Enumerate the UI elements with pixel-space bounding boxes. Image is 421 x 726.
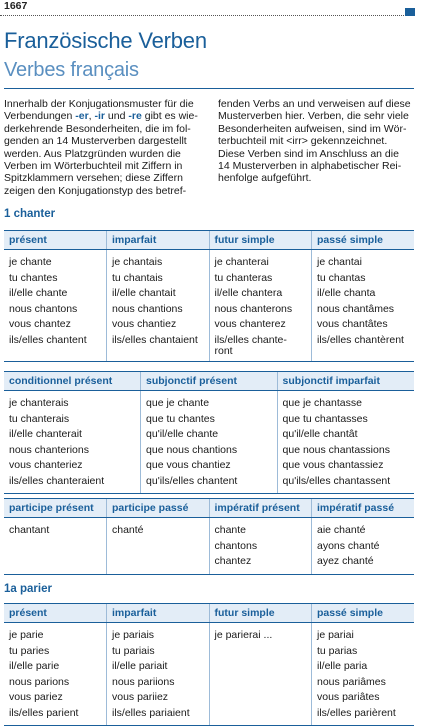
intro-text: Verbendungen — [4, 110, 76, 123]
table-cell — [312, 690, 415, 706]
table-row — [4, 474, 414, 494]
verb-form: qu'il/elle chante — [146, 428, 219, 440]
intro-text: werden. Aus Platzgründen wurden die — [4, 147, 181, 160]
verb-form: chanté — [112, 524, 144, 536]
table-cell — [107, 706, 210, 726]
verb-form: tu chantas — [317, 271, 366, 284]
table-cell — [4, 659, 107, 675]
table-cell — [4, 427, 141, 443]
table-cell — [312, 554, 415, 574]
verb-form: que vous chantiez — [146, 459, 231, 471]
table-cell — [141, 391, 278, 412]
table-cell — [277, 391, 414, 412]
verb-form: ils/elles chantaient — [112, 333, 198, 346]
verb-form: qu'ils/elles chantassent — [282, 474, 391, 487]
conjugation-table-chanter-participles-imperative — [4, 498, 414, 575]
table-row — [4, 412, 414, 428]
section-title-parier: 1a parier — [4, 583, 52, 595]
table-cell — [107, 317, 210, 333]
column-header: participe passé — [107, 499, 210, 518]
table-cell — [209, 271, 312, 287]
table-cell — [141, 412, 278, 428]
verb-form: je chanterai — [214, 256, 269, 268]
table-cell — [4, 706, 107, 726]
table-cell — [312, 333, 415, 362]
intro-text: fenden Verbs an und verweisen auf diese — [218, 98, 411, 110]
table-cell — [4, 623, 107, 644]
table-cell — [4, 675, 107, 691]
verb-form: nous parions — [9, 675, 70, 688]
table-cell — [107, 554, 210, 574]
intro-text: derkehrende Besonderheiten, die im fol- — [4, 122, 191, 135]
verb-form: vous chanterez — [214, 318, 286, 330]
conjugation-table-chanter-conditional-subjunctive — [4, 371, 414, 494]
verb-form: je parie — [9, 629, 44, 641]
table-row — [4, 659, 414, 675]
table-cell — [4, 458, 141, 474]
intro-line — [218, 148, 418, 160]
table-row — [4, 271, 414, 287]
verb-form: ils/elles parient — [9, 706, 79, 719]
verb-form: tu parias — [317, 644, 358, 657]
table-cell — [4, 302, 107, 318]
table-cell — [141, 443, 278, 459]
table-cell — [312, 286, 415, 302]
table-cell — [4, 539, 107, 555]
verb-form: que je chantasse — [282, 397, 362, 409]
verb-form: ils/elles chantèrent — [317, 333, 404, 346]
intro-text: zeigen den Konjugationstyp des betref- — [4, 184, 187, 197]
verb-form: ils/elles pariaient — [112, 706, 190, 719]
title-rule — [4, 88, 414, 89]
verb-form: je pariais — [112, 629, 155, 641]
table-cell — [141, 474, 278, 494]
column-header: présent — [4, 604, 107, 623]
verb-form: tu chanterais — [9, 412, 70, 425]
table-cell — [277, 458, 414, 474]
table-cell — [141, 427, 278, 443]
intro-column-right — [218, 98, 418, 185]
verb-form: vous chantiez — [112, 318, 177, 330]
table-cell — [277, 412, 414, 428]
verb-form: que nous chantions — [146, 443, 238, 456]
table-cell — [107, 659, 210, 675]
intro-line — [4, 110, 204, 122]
header-rule — [0, 15, 410, 16]
intro-line — [218, 172, 418, 184]
table-cell — [107, 623, 210, 644]
column-header: présent — [4, 231, 107, 250]
intro-line — [4, 172, 204, 184]
verb-form: tu pariais — [112, 644, 155, 657]
verb-form: tu chantais — [112, 271, 163, 284]
verb-form: je parierai ... — [214, 629, 273, 641]
table-cell — [312, 623, 415, 644]
verb-form: je chantai — [317, 256, 362, 268]
table-cell — [312, 250, 415, 271]
verb-form: ayez chanté — [317, 555, 374, 567]
table-cell — [107, 302, 210, 318]
column-header: futur simple — [209, 231, 312, 250]
intro-text: terbuchteil mit <irr> gekennzeichnet. — [218, 135, 388, 148]
verb-form: il/elle chantait — [112, 287, 176, 299]
verb-form: il/elle parie — [9, 660, 60, 672]
verb-form: vous pariiez — [112, 691, 169, 703]
table-cell — [312, 706, 415, 726]
verb-form: vous chantez — [9, 318, 71, 330]
intro-line — [4, 135, 204, 147]
table-row — [4, 250, 414, 271]
verb-form: que nous chantassions — [282, 443, 390, 456]
page-subtitle: Verbes français — [4, 59, 139, 81]
conjugation-table-parier-indicative — [4, 603, 414, 726]
verb-form: chantant — [9, 524, 50, 536]
column-header: impératif passé — [312, 499, 415, 518]
table-cell — [4, 250, 107, 271]
intro-text: Verben im Wörterbuchteil mit Ziffern in — [4, 160, 183, 173]
intro-text: Musterverben hier. Verben, die sehr viele — [218, 110, 409, 123]
verb-form: je chanterais — [9, 397, 69, 409]
table-cell — [312, 271, 415, 287]
column-header: impératif présent — [209, 499, 312, 518]
column-header: subjonctif imparfait — [277, 372, 414, 391]
verb-form: qu'il/elle chantât — [282, 428, 358, 440]
table-row — [4, 706, 414, 726]
table-cell — [4, 271, 107, 287]
intro-text: henfolge aufgeführt. — [218, 172, 312, 185]
verb-form: chantez — [214, 555, 252, 567]
intro-text: genden an 14 Musterverben dargestellt — [4, 135, 187, 148]
intro-column-left — [4, 98, 204, 197]
verb-form: je chante — [9, 256, 52, 268]
verb-form: que je chante — [146, 397, 210, 409]
table-cell — [209, 690, 312, 706]
verb-form: nous pariions — [112, 675, 175, 688]
table-cell — [107, 644, 210, 660]
intro-line — [218, 110, 418, 122]
section-title-chanter: 1 chanter — [4, 208, 56, 220]
table-row — [4, 518, 414, 539]
table-row — [4, 675, 414, 691]
verb-form: ils/elles chante- ront — [214, 333, 287, 357]
intro-text: , — [88, 110, 95, 123]
table-cell — [209, 644, 312, 660]
table-cell — [4, 412, 141, 428]
table-cell — [141, 458, 278, 474]
table-cell — [4, 391, 141, 412]
table-cell — [107, 518, 210, 539]
conjugation-table-chanter-indicative — [4, 230, 414, 362]
verb-form: que vous chantassiez — [282, 459, 384, 471]
intro-line — [218, 123, 418, 135]
page-title: Französische Verben — [4, 28, 207, 53]
intro-text: gibt es wie- — [141, 110, 198, 123]
verb-form: je pariai — [317, 629, 354, 641]
table-cell — [107, 250, 210, 271]
table-cell — [4, 443, 141, 459]
intro-line — [4, 160, 204, 172]
table-cell — [209, 286, 312, 302]
intro-line — [218, 135, 418, 147]
verb-ending-highlight: -ir — [94, 110, 106, 123]
column-header: imparfait — [107, 604, 210, 623]
table-row — [4, 623, 414, 644]
verb-form: ayons chanté — [317, 539, 380, 552]
column-header: subjonctif présent — [141, 372, 278, 391]
table-cell — [209, 554, 312, 574]
table-cell — [209, 706, 312, 726]
verb-form: il/elle chanterait — [9, 428, 82, 440]
intro-line — [4, 148, 204, 160]
verb-form: que tu chantes — [146, 412, 215, 425]
table-cell — [312, 518, 415, 539]
verb-form: il/elle chante — [9, 287, 68, 299]
verb-form: ils/elles chantent — [9, 333, 87, 346]
table-row — [4, 443, 414, 459]
intro-line — [4, 185, 204, 197]
table-row — [4, 333, 414, 362]
verb-form: nous chanterons — [214, 302, 293, 315]
intro-text: Innerhalb der Konjugationsmuster für die — [4, 98, 194, 110]
table-cell — [209, 623, 312, 644]
verb-form: vous chantâtes — [317, 318, 388, 330]
intro-text: und — [105, 110, 129, 123]
verb-form: vous pariâtes — [317, 691, 380, 703]
verb-form: ils/elles chanteraient — [9, 474, 105, 487]
table-cell — [4, 286, 107, 302]
intro-line — [4, 98, 204, 110]
column-header: conditionnel présent — [4, 372, 141, 391]
table-cell — [209, 317, 312, 333]
verb-form: chante — [214, 524, 247, 536]
table-cell — [312, 302, 415, 318]
table-row — [4, 554, 414, 574]
table-row — [4, 427, 414, 443]
table-cell — [4, 474, 141, 494]
verb-form: vous pariez — [9, 691, 63, 703]
column-header: imparfait — [107, 231, 210, 250]
table-row — [4, 286, 414, 302]
intro-text: Spitzklammern versehen; diese Ziffern — [4, 172, 183, 185]
table-cell — [107, 271, 210, 287]
verb-form: il/elle pariait — [112, 660, 168, 672]
table-cell — [312, 539, 415, 555]
table-row — [4, 458, 414, 474]
table-row — [4, 539, 414, 555]
intro-line — [218, 160, 418, 172]
table-cell — [277, 443, 414, 459]
table-row — [4, 644, 414, 660]
verb-form: aie chanté — [317, 524, 366, 536]
column-header: passé simple — [312, 231, 415, 250]
thumb-index-mark — [405, 8, 415, 16]
table-row — [4, 302, 414, 318]
verb-form: il/elle chanta — [317, 287, 376, 299]
table-cell — [277, 427, 414, 443]
intro-line — [218, 98, 418, 110]
table-cell — [209, 250, 312, 271]
intro-text: 14 Musterverben in alphabetischer Rei- — [218, 160, 402, 173]
table-cell — [4, 690, 107, 706]
table-cell — [107, 286, 210, 302]
verb-form: tu paries — [9, 644, 50, 657]
table-cell — [277, 474, 414, 494]
table-cell — [107, 539, 210, 555]
table-row — [4, 690, 414, 706]
verb-form: nous chanterions — [9, 443, 89, 456]
verb-ending-highlight: -er — [75, 110, 89, 123]
verb-form: vous chanteriez — [9, 459, 83, 471]
table-row — [4, 317, 414, 333]
verb-form: nous pariâmes — [317, 675, 386, 688]
table-cell — [209, 302, 312, 318]
table-cell — [312, 644, 415, 660]
verb-form: nous chantons — [9, 302, 78, 315]
table-cell — [107, 675, 210, 691]
column-header: futur simple — [209, 604, 312, 623]
table-cell — [312, 659, 415, 675]
table-cell — [4, 644, 107, 660]
verb-form: nous chantions — [112, 302, 183, 315]
verb-form: tu chantes — [9, 271, 58, 284]
verb-form: que tu chantasses — [282, 412, 368, 425]
intro-line — [4, 123, 204, 135]
page-number: 1667 — [4, 0, 28, 12]
verb-ending-highlight: -re — [128, 110, 142, 123]
verb-form: nous chantâmes — [317, 302, 395, 315]
verb-form: il/elle chantera — [214, 287, 283, 299]
column-header: participe présent — [4, 499, 107, 518]
verb-form: qu'ils/elles chantent — [146, 474, 238, 487]
verb-form: il/elle paria — [317, 660, 368, 672]
column-header: passé simple — [312, 604, 415, 623]
table-cell — [312, 675, 415, 691]
verb-form: ils/elles parièrent — [317, 706, 396, 719]
table-row — [4, 391, 414, 412]
verb-form: chantons — [214, 539, 258, 552]
table-cell — [209, 518, 312, 539]
table-cell — [107, 333, 210, 362]
table-cell — [209, 659, 312, 675]
table-cell — [4, 554, 107, 574]
table-cell — [209, 333, 312, 362]
intro-text: Besonderheiten aufweisen, sind im Wör- — [218, 122, 407, 135]
table-cell — [4, 317, 107, 333]
verb-form: je chantais — [112, 256, 163, 268]
table-cell — [209, 539, 312, 555]
table-cell — [4, 333, 107, 362]
table-cell — [209, 675, 312, 691]
table-cell — [107, 690, 210, 706]
intro-text: Diese Verben sind im Anschluss an die — [218, 147, 399, 160]
verb-form: tu chanteras — [214, 271, 273, 284]
table-cell — [312, 317, 415, 333]
table-cell — [4, 518, 107, 539]
